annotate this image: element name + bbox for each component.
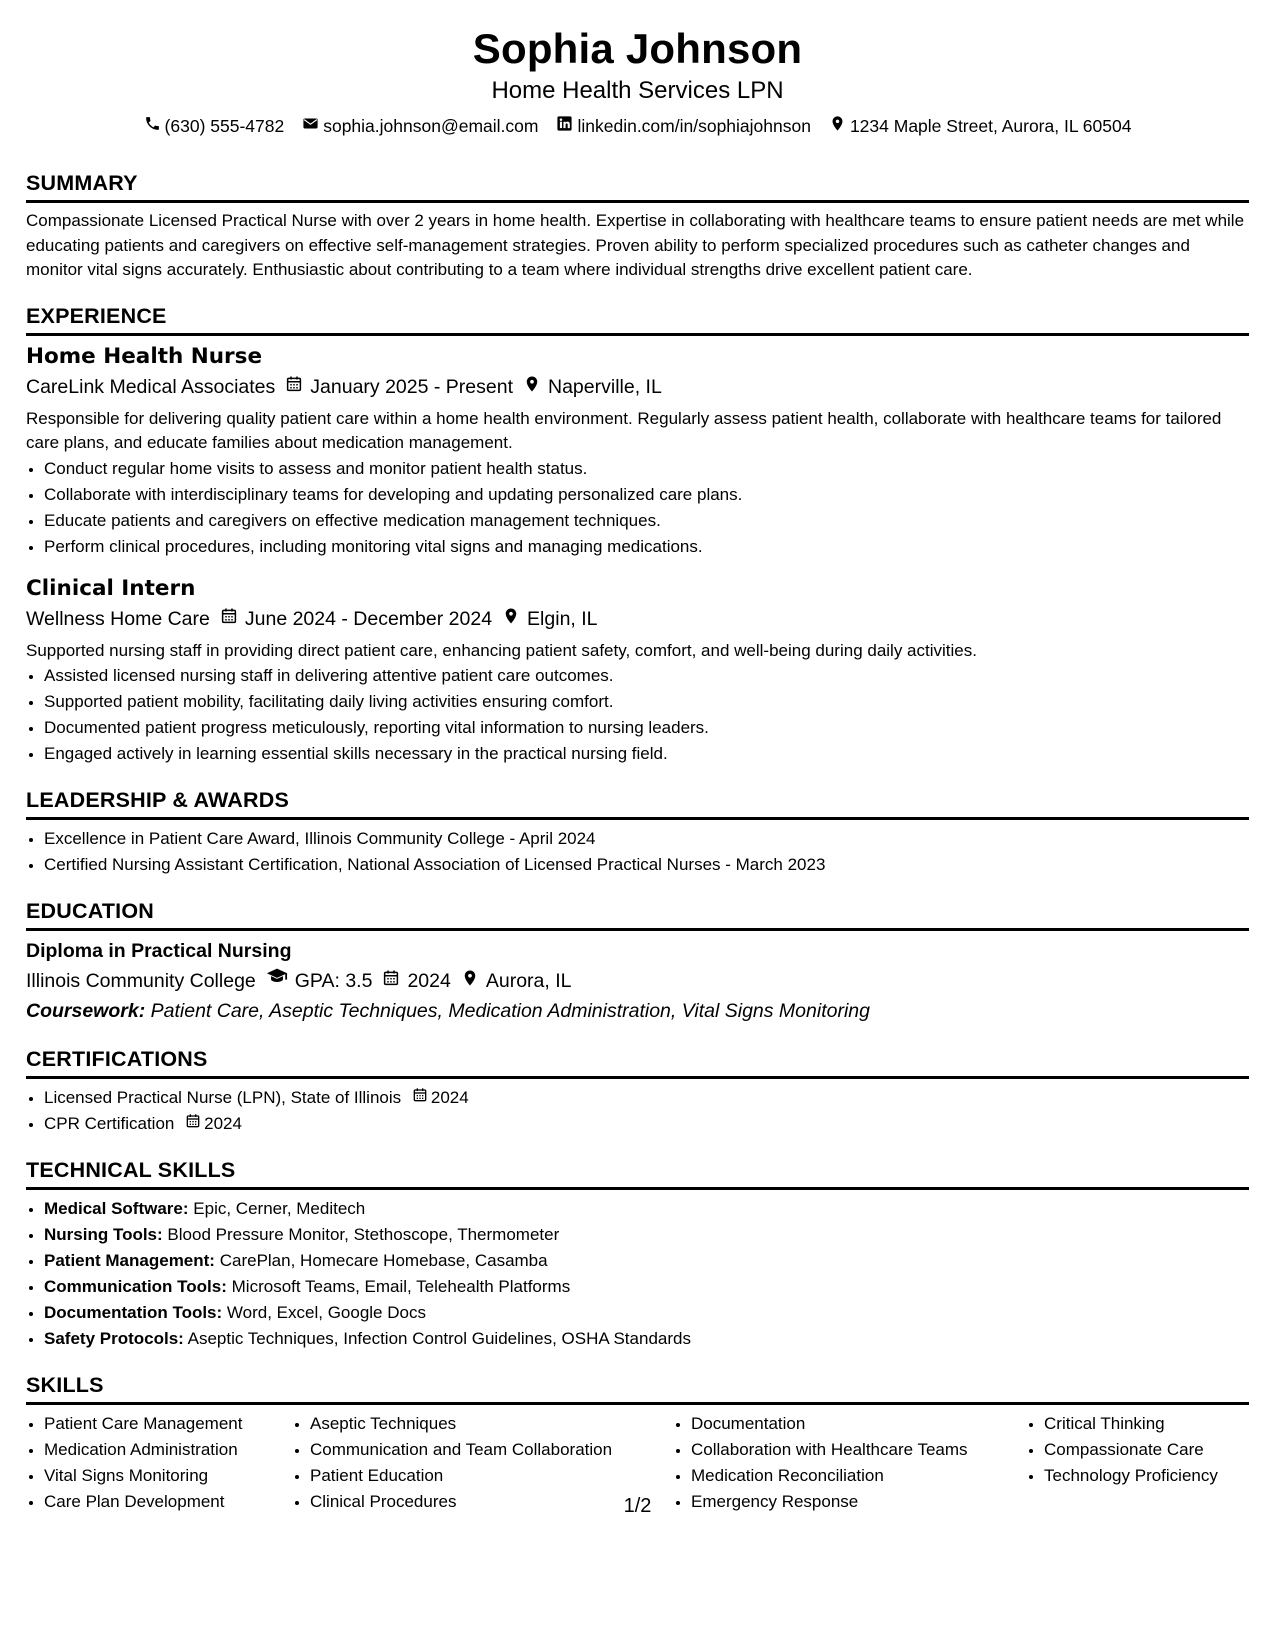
job-company: CareLink Medical Associates [26,375,276,398]
list-item [44,1222,1249,1248]
job-location [523,372,662,402]
job-bullets [26,663,1249,767]
list-item [44,1196,1249,1222]
contact-address [829,114,1132,138]
cert-date [412,1085,469,1111]
edu-location [461,966,572,996]
address-text: 1234 Maple Street, Aurora, IL 60504 [849,116,1132,136]
email-text: sophia.johnson@email.com [323,116,539,136]
job-dates [220,604,492,634]
list-item: • Medication Administration [44,1437,292,1463]
calendar-icon [285,372,303,402]
edu-coursework [26,996,1249,1026]
education-heading: EDUCATION [26,898,1249,931]
job-location-text: Naperville, IL [548,375,662,398]
skill-value: Microsoft Teams, Email, Telehealth Platforms [231,1277,571,1296]
job-bullets [26,456,1249,560]
list-item [44,1248,1249,1274]
list-item: • Perform clinical procedures, including monitoring vital signs and managing medications. [44,534,1249,560]
edu-year-text: 2024 [407,969,451,992]
list-item: • Patient Care Management [44,1411,292,1437]
list-item: • Critical Thinking [1044,1411,1244,1437]
job-role: Clinical Intern [26,575,196,601]
certifications-heading: CERTIFICATIONS [26,1046,1249,1079]
map-pin-icon [523,372,541,402]
list-item: • Compassionate Care [1044,1437,1244,1463]
cert-date [185,1111,242,1137]
page-number: 1/2 [623,1495,652,1517]
skill-label: Medical Software: [44,1199,189,1218]
certifications-section [26,1046,1249,1137]
list-item: • Engaged actively in learning essential skills necessary in the practical nursing field. [44,741,1249,767]
linkedin-text: linkedin.com/in/sophiajohnson [577,116,811,136]
edu-meta [26,965,1249,996]
contact-phone[interactable] [144,114,285,138]
edu-gpa [266,965,373,996]
job-role: Home Health Nurse [26,343,263,369]
list-item: • Medication Reconciliation [691,1463,1026,1489]
calendar-icon [412,1085,428,1111]
job-dates-text: June 2024 - December 2024 [244,607,493,630]
edu-degree: Diploma in Practical Nursing [26,940,292,962]
skills-heading: SKILLS [26,1372,1249,1405]
list-item: • Certified Nursing Assistant Certification, National Association of Licensed Practical Nurses - March 2023 [44,852,1249,878]
cert-name: CPR Certification [44,1114,175,1133]
resume-header [26,22,1249,138]
skill-label: Patient Management: [44,1251,215,1270]
job-location-text: Elgin, IL [527,607,598,630]
skill-value: CarePlan, Homecare Homebase, Casamba [219,1251,548,1270]
calendar-icon [220,604,238,634]
job-entry [26,342,1249,560]
leadership-heading: LEADERSHIP & AWARDS [26,787,1249,820]
linkedin-icon [556,114,573,138]
technical-skills-heading: TECHNICAL SKILLS [26,1157,1249,1190]
calendar-icon [185,1111,201,1137]
technical-skills-list [26,1196,1249,1352]
list-item: • Assisted licensed nursing staff in delivering attentive patient care outcomes. [44,663,1249,689]
job-description: Responsible for delivering quality patient care within a home health environment. Regularly assess patient health, collaborate with healthcare teams for tailored care plans, and educate families about medication management. [26,408,1222,452]
map-pin-icon [829,114,846,138]
edu-school: Illinois Community College [26,969,256,992]
job-description: Supported nursing staff in providing direct patient care, enhancing patient safety, comfort, and well-being during daily activities. [26,640,977,660]
list-item: • Communication and Team Collaboration [310,1437,673,1463]
calendar-icon [382,966,400,996]
skill-label: Nursing Tools: [44,1225,163,1244]
candidate-name: Sophia Johnson [472,25,803,72]
coursework-text: Patient Care, Aseptic Techniques, Medication Administration, Vital Signs Monitoring [150,1000,870,1022]
list-item [44,1300,1249,1326]
contact-row [26,114,1249,138]
edu-year [382,966,450,996]
list-item: • Vital Signs Monitoring [44,1463,292,1489]
job-meta [26,372,1249,402]
list-item: • Collaborate with interdisciplinary teams for developing and updating personalized care plans. [44,482,1249,508]
cert-year: 2024 [430,1088,469,1107]
coursework-label: Coursework: [26,1000,146,1022]
job-company: Wellness Home Care [26,607,210,630]
certifications-list [26,1085,1249,1137]
leadership-list [26,826,1249,878]
summary-text: Compassionate Licensed Practical Nurse with over 2 years in home health. Expertise in collaborating with healthcare teams to ensure patient needs are met while educating patients and caregivers on effective self-management strategies. Proven ability to perform specialized procedures such as catheter changes and monitor vital signs accurately. Enthusiastic about contributing to a team where individual strengths drive excellent patient care. [26,211,1245,279]
list-item: • Excellence in Patient Care Award, Illinois Community College - April 2024 [44,826,1249,852]
list-item [44,1085,1249,1111]
cert-name: Licensed Practical Nurse (LPN), State of Illinois [44,1088,402,1107]
list-item: • Aseptic Techniques [310,1411,673,1437]
skill-label: Safety Protocols: [44,1329,184,1348]
skill-value: Aseptic Techniques, Infection Control Guidelines, OSHA Standards [187,1329,691,1348]
summary-heading: SUMMARY [26,170,1249,203]
skill-value: Blood Pressure Monitor, Stethoscope, Thermometer [167,1225,560,1244]
map-pin-icon [502,604,520,634]
list-item: • Patient Education [310,1463,673,1489]
list-item: • Care Plan Development [44,1489,292,1515]
phone-icon [144,114,161,138]
edu-gpa-text: GPA: 3.5 [294,969,373,992]
list-item [44,1274,1249,1300]
list-item: • Supported patient mobility, facilitating daily living activities ensuring comfort. [44,689,1249,715]
leadership-section [26,787,1249,878]
job-meta [26,604,1249,634]
list-item: • Emergency Response [691,1489,1026,1515]
technical-skills-section [26,1157,1249,1352]
list-item: • Conduct regular home visits to assess and monitor patient health status. [44,456,1249,482]
skill-label: Communication Tools: [44,1277,227,1296]
list-item: • Technology Proficiency [1044,1463,1244,1489]
list-item: • Documentation [691,1411,1026,1437]
list-item: • Collaboration with Healthcare Teams [691,1437,1026,1463]
cert-year: 2024 [204,1114,242,1133]
job-dates [285,372,513,402]
list-item: • Documented patient progress meticulously, reporting vital information to nursing leaders. [44,715,1249,741]
summary-section [26,170,1249,283]
education-section [26,898,1249,1026]
experience-section [26,303,1249,768]
list-item: • Clinical Procedures [310,1489,673,1515]
graduation-cap-icon [266,965,288,996]
skill-label: Documentation Tools: [44,1303,223,1322]
job-entry [26,574,1249,768]
skill-value: Word, Excel, Google Docs [226,1303,426,1322]
edu-location-text: Aurora, IL [485,969,572,992]
list-item [44,1326,1249,1352]
list-item [44,1111,1249,1137]
contact-linkedin[interactable] [556,114,810,138]
map-pin-icon [461,966,479,996]
phone-text: (630) 555-4782 [164,116,285,136]
skill-value: Epic, Cerner, Meditech [193,1199,366,1218]
job-dates-text: January 2025 - Present [310,375,513,398]
envelope-icon [302,114,319,138]
list-item: • Educate patients and caregivers on effective medication management techniques. [44,508,1249,534]
job-location [502,604,597,634]
experience-heading: EXPERIENCE [26,303,1249,336]
contact-email[interactable] [302,114,538,138]
candidate-title: Home Health Services LPN [491,77,784,104]
